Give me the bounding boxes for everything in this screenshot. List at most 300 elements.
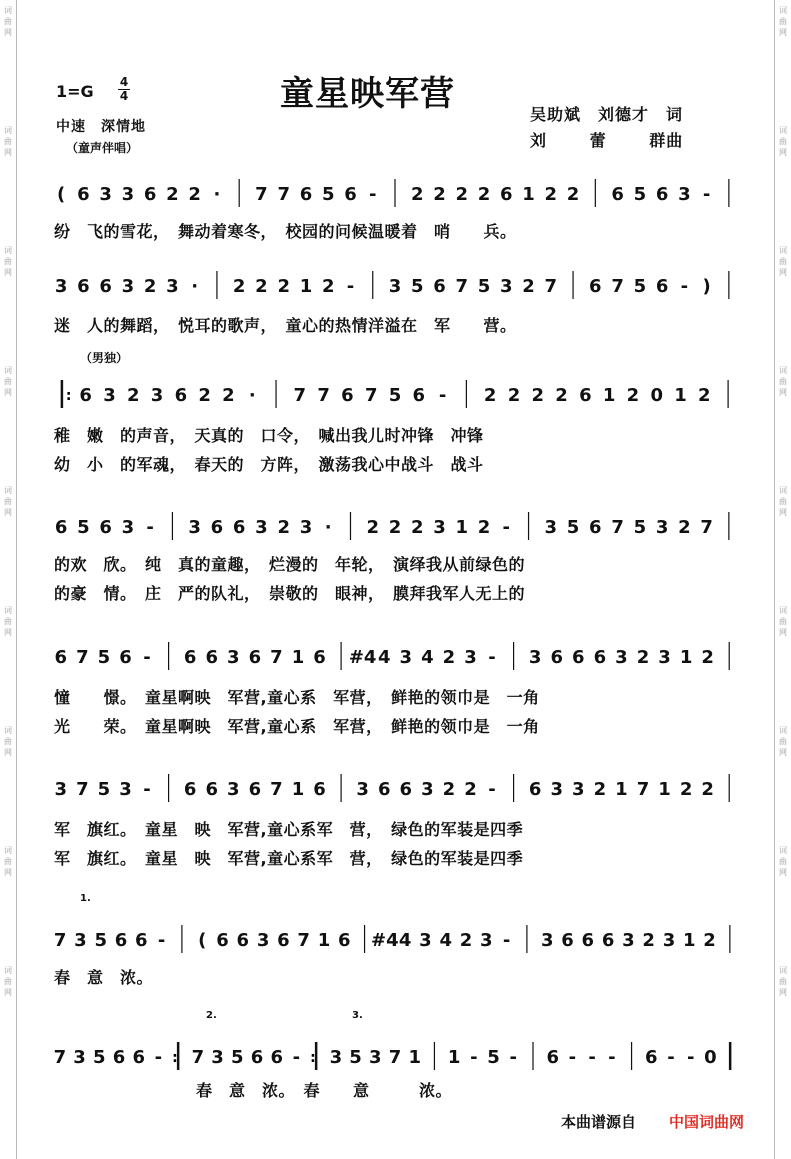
time-signature — [118, 76, 130, 103]
note-glyph: 6 — [645, 1047, 658, 1068]
note-glyph: 7 — [611, 276, 624, 297]
note-glyph: 2 — [522, 276, 535, 297]
note-glyph: 5 — [410, 276, 424, 297]
note-glyph: 3 — [256, 930, 270, 951]
note-glyph: 4 — [377, 647, 391, 668]
note-glyph: 6 — [114, 930, 128, 951]
note-glyph: 2 — [277, 517, 290, 538]
note-glyph: 3 — [329, 1047, 343, 1068]
note-glyph: 4 — [421, 647, 434, 668]
watermark-char: 网 — [4, 268, 12, 277]
note-glyph: 3 — [464, 647, 477, 668]
note-glyph: 6 — [250, 1047, 264, 1068]
watermark-char: 网 — [779, 508, 787, 517]
note-glyph: 6 — [248, 647, 262, 668]
watermark-char: 网 — [4, 988, 12, 997]
note-glyph: 7 — [277, 184, 290, 205]
score-row-2 — [50, 265, 742, 305]
note-glyph: 3 — [421, 779, 434, 800]
notation-svg — [50, 1036, 742, 1076]
note-glyph: 6 — [341, 385, 354, 406]
watermark-char: 曲 — [4, 377, 12, 386]
note-glyph: 7 — [270, 779, 283, 800]
note-glyph: 3 — [119, 779, 132, 800]
note-glyph: ( — [57, 184, 66, 205]
note-glyph: 5 — [93, 1047, 106, 1068]
note-glyph: 7 — [255, 184, 268, 205]
note-glyph: 3 — [121, 276, 135, 297]
note-glyph: - — [368, 184, 377, 205]
note-glyph: - — [702, 184, 711, 205]
note-glyph: 6 — [572, 647, 585, 668]
note-glyph: 6 — [337, 930, 351, 951]
note-glyph: 1 — [615, 779, 628, 800]
note-glyph: 2 — [464, 779, 477, 800]
note-glyph: 6 — [579, 385, 592, 406]
score-row-1 — [50, 173, 742, 213]
lyric-line: 纷 飞的雪花， 舞动着寒冬， 校园的问候温暖着 哨 兵。 — [54, 222, 517, 241]
watermark-char: 曲 — [779, 977, 787, 986]
note-glyph: 7 — [297, 930, 310, 951]
note-glyph: 2 — [222, 385, 235, 406]
note-glyph: 5 — [349, 1047, 362, 1068]
lyric-line: 幼 小 的军魂， 春天的 方阵， 激荡我心中战斗 战斗 — [54, 455, 484, 474]
watermark-char: 网 — [779, 748, 787, 757]
note-glyph: · — [213, 184, 221, 205]
note-glyph: 7 — [700, 517, 713, 538]
notation-svg — [50, 265, 742, 305]
note-glyph: 3 — [500, 276, 513, 297]
note-glyph: 2 — [188, 184, 201, 205]
note-glyph: ) — [702, 276, 711, 297]
note-glyph: 6 — [655, 276, 669, 297]
notation-line — [50, 506, 742, 546]
lyric-line: 军 旗红。 童星 映 军营,童心系军 营， 绿色的军装是四季 — [54, 849, 524, 868]
note-glyph: 6 — [561, 930, 574, 951]
watermark-char: 网 — [779, 628, 787, 637]
watermark-char: 词 — [4, 606, 12, 615]
repeat-dots: : — [172, 1050, 178, 1066]
watermark-char: 网 — [4, 388, 12, 397]
note-glyph: - — [509, 1047, 518, 1068]
note-glyph: 2 — [477, 517, 491, 538]
lyric-line: 稚 嫩 的声音， 天真的 口令， 喊出我儿时冲锋 冲锋 — [54, 426, 484, 445]
note-glyph: 0 — [704, 1047, 717, 1068]
composer-credit-part: 刘 — [530, 131, 548, 150]
note-glyph: - — [143, 779, 151, 800]
lyric-line: 迷 人的舞蹈， 悦耳的歌声， 童心的热情洋溢在 军 营。 — [54, 316, 517, 335]
note-glyph: - — [146, 517, 154, 538]
note-glyph: - — [292, 1047, 301, 1068]
watermark-char: 网 — [4, 868, 12, 877]
lyric-line: 的豪 情。 庄 严的队礼， 崇敬的 眼神， 膜拜我军人无上的 — [54, 584, 526, 603]
tempo-marking: 中速 深情地 — [56, 119, 146, 135]
note-glyph: - — [470, 1047, 478, 1068]
note-glyph: ( — [198, 930, 207, 951]
notation-line — [50, 1036, 742, 1076]
note-glyph: 6 — [79, 385, 92, 406]
note-glyph: - — [488, 647, 496, 668]
note-glyph: 7 — [364, 385, 378, 406]
note-glyph: 6 — [412, 385, 426, 406]
volta-label: 3. — [352, 1010, 363, 1021]
note-glyph: - — [143, 647, 151, 668]
score-row-6 — [50, 768, 742, 808]
note-glyph: 7 — [317, 385, 330, 406]
watermark-char: 网 — [779, 268, 787, 277]
note-glyph: 2 — [321, 276, 335, 297]
performance-note: （童声伴唱） — [66, 141, 139, 155]
meter-top: 4 — [119, 75, 129, 89]
note-glyph: - — [154, 1047, 163, 1068]
note-glyph: 3 — [227, 779, 240, 800]
note-glyph: 5 — [94, 930, 108, 951]
note-glyph: 6 — [205, 779, 218, 800]
watermark-char: 词 — [779, 726, 787, 735]
note-glyph: 3 — [622, 930, 635, 951]
watermark-char: 词 — [4, 366, 12, 375]
left-watermark-strip — [0, 0, 17, 1159]
note-glyph: 6 — [313, 647, 326, 668]
watermark-char: 网 — [4, 508, 12, 517]
watermark-char: 词 — [779, 246, 787, 255]
watermark-char: 曲 — [4, 617, 12, 626]
note-glyph: 3 — [615, 647, 628, 668]
note-glyph: 1 — [522, 184, 535, 205]
note-glyph: 2 — [127, 385, 140, 406]
note-glyph: - — [502, 930, 511, 951]
note-glyph: 7 — [76, 647, 89, 668]
notation-line — [50, 768, 742, 808]
volta-label: 2. — [206, 1010, 217, 1021]
note-glyph: 6 — [183, 647, 197, 668]
note-glyph: 6 — [248, 779, 262, 800]
lyric-line: 军 旗红。 童星 映 军营,童心系军 营， 绿色的军装是四季 — [54, 820, 524, 839]
note-glyph: 6 — [277, 930, 290, 951]
note-glyph: 6 — [581, 930, 595, 951]
notation-line — [50, 636, 742, 676]
note-glyph: 6 — [601, 930, 615, 951]
note-glyph: 1 — [299, 276, 313, 297]
watermark-char: 词 — [779, 126, 787, 135]
note-glyph: 6 — [500, 184, 513, 205]
note-glyph: 6 — [344, 184, 357, 205]
note-glyph: 6 — [135, 930, 148, 951]
notation-svg — [50, 768, 742, 808]
note-glyph: 6 — [655, 184, 669, 205]
note-glyph: 5 — [633, 184, 647, 205]
note-glyph: 5 — [566, 517, 580, 538]
watermark-char: 网 — [779, 868, 787, 877]
note-glyph: 3 — [356, 779, 369, 800]
note-glyph: 3 — [544, 517, 558, 538]
watermark-char: 曲 — [4, 737, 12, 746]
note-glyph: 6 — [299, 184, 313, 205]
lyric-line: 的欢 欣。 纯 真的童趣， 烂漫的 年轮， 演绎我从前绿色的 — [54, 555, 526, 574]
note-glyph: 3 — [655, 517, 669, 538]
note-glyph: 3 — [662, 930, 676, 951]
notation-line — [50, 265, 742, 305]
note-glyph: 6 — [54, 647, 68, 668]
lyric-line: 憧 憬。 童星啊映 军营,童心系 军营， 鲜艳的领巾是 一角 — [54, 688, 540, 707]
composer-credit — [530, 128, 705, 151]
notation-line — [50, 173, 742, 213]
note-glyph: 6 — [99, 276, 112, 297]
note-glyph: 1 — [679, 647, 693, 668]
notation-svg — [50, 374, 742, 414]
notation-svg — [50, 919, 742, 959]
note-glyph: 2 — [703, 930, 716, 951]
note-glyph: 3 — [54, 276, 68, 297]
note-glyph: 5 — [633, 276, 647, 297]
note-glyph: - — [686, 1047, 695, 1068]
note-glyph: 3 — [419, 930, 432, 951]
lyric-line: 春 意 浓。 春 意 浓。 — [196, 1081, 453, 1100]
watermark-char: 网 — [779, 148, 787, 157]
note-glyph: 2 — [232, 276, 246, 297]
note-glyph: - — [667, 1047, 675, 1068]
note-glyph: 2 — [388, 517, 402, 538]
note-glyph: 2 — [277, 276, 290, 297]
lyric-line: 春 意 浓。 — [54, 968, 154, 987]
watermark-char: 曲 — [779, 257, 787, 266]
note-glyph: 3 — [211, 1047, 224, 1068]
note-glyph: 5 — [231, 1047, 244, 1068]
volta-label: 1. — [80, 893, 91, 904]
watermark-char: 词 — [4, 126, 12, 135]
note-glyph: 6 — [143, 184, 157, 205]
note-glyph: 2 — [701, 647, 714, 668]
note-glyph: 6 — [550, 647, 563, 668]
watermark-char: 曲 — [779, 857, 787, 866]
note-glyph: 5 — [633, 517, 647, 538]
key-signature: 1=G — [56, 82, 94, 101]
note-glyph: 0 — [650, 385, 663, 406]
watermark-char: 词 — [779, 486, 787, 495]
song-title: 童星映军营 — [280, 74, 455, 114]
note-glyph: - — [346, 276, 355, 297]
note-glyph: 1 — [408, 1047, 421, 1068]
note-glyph: - — [588, 1047, 596, 1068]
note-glyph: 2 — [544, 184, 558, 205]
note-glyph: #4 — [371, 930, 399, 951]
note-glyph: 3 — [299, 517, 313, 538]
note-glyph: 3 — [99, 184, 112, 205]
note-glyph: 5 — [487, 1047, 500, 1068]
note-glyph: 3 — [388, 276, 402, 297]
note-glyph: - — [680, 276, 689, 297]
note-glyph: 6 — [99, 517, 112, 538]
note-glyph: 6 — [236, 930, 250, 951]
lyric-line: 光 荣。 童星啊映 军营,童心系 军营， 鲜艳的领巾是 一角 — [54, 717, 540, 736]
watermark-char: 词 — [4, 966, 12, 975]
source-site-link[interactable]: 中国词曲网 — [669, 1113, 745, 1131]
note-glyph: 2 — [678, 517, 691, 538]
note-glyph: 2 — [483, 385, 497, 406]
note-glyph: 2 — [507, 385, 521, 406]
note-glyph: 7 — [76, 779, 89, 800]
watermark-char: 网 — [779, 28, 787, 37]
note-glyph: 3 — [399, 647, 413, 668]
note-glyph: 2 — [593, 779, 607, 800]
note-glyph: 2 — [531, 385, 545, 406]
note-glyph: 6 — [112, 1047, 126, 1068]
note-glyph: 6 — [119, 647, 132, 668]
watermark-char: 曲 — [779, 377, 787, 386]
note-glyph: 2 — [636, 647, 650, 668]
note-glyph: 1 — [455, 517, 469, 538]
watermark-char: 网 — [779, 388, 787, 397]
note-glyph: - — [608, 1047, 616, 1068]
note-glyph: 3 — [528, 647, 542, 668]
note-glyph: 7 — [544, 276, 558, 297]
note-glyph: 6 — [546, 1047, 559, 1068]
note-glyph: 1 — [674, 385, 687, 406]
note-glyph: 3 — [166, 276, 179, 297]
score-row-7 — [50, 919, 742, 959]
note-glyph: 2 — [555, 385, 568, 406]
note-glyph: 3 — [103, 385, 116, 406]
watermark-char: 网 — [4, 28, 12, 37]
note-glyph: 3 — [121, 184, 135, 205]
note-glyph: 7 — [53, 930, 67, 951]
watermark-char: 曲 — [4, 977, 12, 986]
note-glyph: 6 — [399, 779, 413, 800]
note-glyph: 3 — [54, 779, 68, 800]
note-glyph: 2 — [143, 276, 157, 297]
note-glyph: 2 — [701, 779, 714, 800]
note-glyph: 3 — [540, 930, 554, 951]
note-glyph: 7 — [191, 1047, 205, 1068]
note-glyph: 6 — [528, 779, 542, 800]
note-glyph: 3 — [678, 184, 691, 205]
note-glyph: 5 — [77, 517, 90, 538]
note-glyph: 6 — [589, 276, 602, 297]
note-glyph: #4 — [348, 647, 377, 668]
score-row-8 — [50, 1036, 742, 1076]
composer-credit-part: 群曲 — [649, 131, 684, 150]
notation-line — [50, 919, 742, 959]
lyricist-credit: 吴助斌 刘德才 词 — [530, 105, 684, 124]
note-glyph: 6 — [270, 1047, 283, 1068]
note-glyph: 2 — [477, 184, 491, 205]
note-glyph: 6 — [174, 385, 188, 406]
note-glyph: 6 — [77, 184, 90, 205]
note-glyph: 3 — [255, 517, 268, 538]
notation-svg — [50, 506, 742, 546]
note-glyph: 5 — [477, 276, 491, 297]
note-glyph: · — [191, 276, 199, 297]
note-glyph: 3 — [150, 385, 164, 406]
note-glyph: 7 — [293, 385, 307, 406]
note-glyph: 1 — [682, 930, 696, 951]
note-glyph: 5 — [321, 184, 335, 205]
note-glyph: 7 — [270, 647, 283, 668]
note-glyph: 4 — [439, 930, 453, 951]
watermark-char: 网 — [4, 748, 12, 757]
note-glyph: 2 — [566, 184, 580, 205]
solo-label: （男独） — [80, 351, 129, 365]
note-glyph: 2 — [642, 930, 655, 951]
score-row-5 — [50, 636, 742, 676]
watermark-char: 词 — [779, 966, 787, 975]
score-row-3 — [50, 374, 742, 414]
note-glyph: 1 — [658, 779, 671, 800]
note-glyph: 6 — [611, 184, 624, 205]
note-glyph: - — [502, 517, 511, 538]
watermark-char: 曲 — [779, 737, 787, 746]
watermark-char: 曲 — [779, 137, 787, 146]
note-glyph: 2 — [626, 385, 640, 406]
watermark-char: 网 — [779, 988, 787, 997]
note-glyph: 5 — [97, 779, 111, 800]
note-glyph: 2 — [455, 184, 469, 205]
note-glyph: 6 — [183, 779, 197, 800]
note-glyph: 2 — [255, 276, 268, 297]
note-glyph: 6 — [313, 779, 326, 800]
watermark-char: 曲 — [779, 497, 787, 506]
note-glyph: 3 — [227, 647, 240, 668]
note-glyph: 6 — [593, 647, 607, 668]
note-glyph: - — [438, 385, 447, 406]
watermark-char: 曲 — [4, 17, 12, 26]
note-glyph: 5 — [388, 385, 402, 406]
note-glyph: 6 — [232, 517, 246, 538]
note-glyph: 3 — [188, 517, 201, 538]
note-glyph: 3 — [369, 1047, 382, 1068]
note-glyph: 7 — [611, 517, 624, 538]
note-glyph: 2 — [410, 184, 424, 205]
note-glyph: 2 — [459, 930, 473, 951]
note-glyph: 3 — [121, 517, 135, 538]
note-glyph: 5 — [97, 647, 111, 668]
composer-credit-part: 蕾 — [589, 131, 607, 150]
note-glyph: 1 — [317, 930, 331, 951]
note-glyph: 2 — [410, 517, 424, 538]
note-glyph: 3 — [550, 779, 563, 800]
note-glyph: 6 — [210, 517, 224, 538]
note-glyph: 3 — [480, 930, 493, 951]
note-glyph: 1 — [447, 1047, 461, 1068]
note-glyph: 6 — [205, 647, 218, 668]
watermark-char: 曲 — [4, 497, 12, 506]
source-prefix: 本曲谱源自 — [561, 1113, 637, 1131]
note-glyph: 1 — [291, 779, 305, 800]
watermark-char: 词 — [779, 846, 787, 855]
note-glyph: 2 — [433, 184, 446, 205]
note-glyph: - — [568, 1047, 577, 1068]
note-glyph: 6 — [433, 276, 446, 297]
note-glyph: 3 — [572, 779, 585, 800]
note-glyph: - — [488, 779, 496, 800]
note-glyph: 3 — [74, 930, 87, 951]
note-glyph: 2 — [366, 517, 380, 538]
note-glyph: 3 — [433, 517, 446, 538]
watermark-char: 词 — [4, 846, 12, 855]
score-row-4 — [50, 506, 742, 546]
watermark-char: 词 — [4, 486, 12, 495]
note-glyph: · — [248, 385, 256, 406]
watermark-char: 网 — [4, 628, 12, 637]
note-glyph: 2 — [198, 385, 211, 406]
note-glyph: 3 — [658, 647, 671, 668]
note-glyph: - — [157, 930, 166, 951]
watermark-char: 曲 — [779, 617, 787, 626]
note-glyph: 7 — [636, 779, 650, 800]
note-glyph: 2 — [166, 184, 179, 205]
notation-svg — [50, 173, 742, 213]
watermark-char: 网 — [4, 148, 12, 157]
